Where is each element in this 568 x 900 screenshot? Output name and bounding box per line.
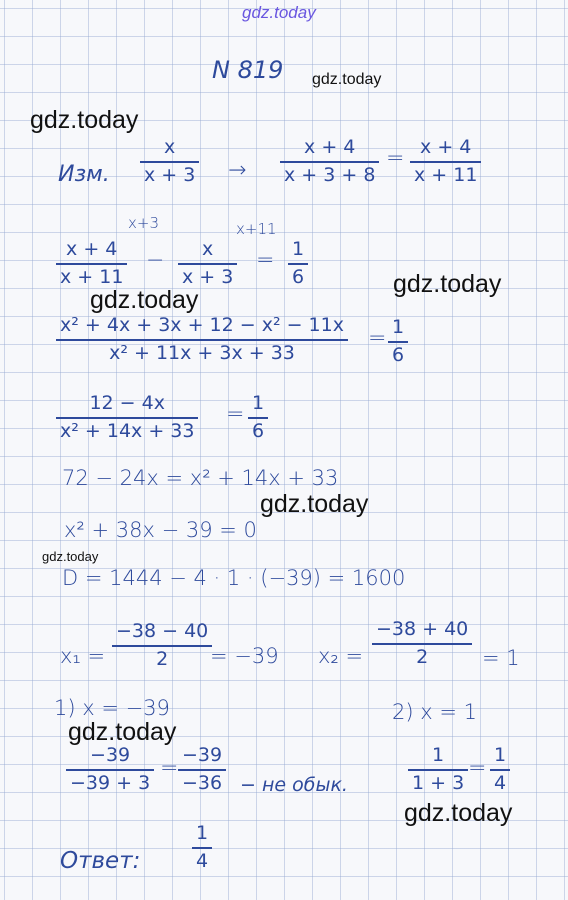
denominator: x + 3 — [182, 265, 234, 288]
root-2-fraction — [372, 620, 472, 667]
case-1-fraction-result — [178, 746, 226, 793]
numerator: x + 4 — [66, 238, 118, 260]
fraction-bar — [56, 339, 348, 341]
fraction-bar — [192, 847, 212, 849]
denominator: x + 3 — [144, 163, 196, 186]
fraction-bar — [140, 161, 199, 163]
watermark: gdz.today — [312, 71, 382, 88]
watermark: gdz.today — [90, 286, 199, 314]
root-1-label: x₁ = — [60, 644, 106, 668]
numerator: 12 − 4x — [89, 392, 165, 414]
numerator: 1 — [392, 316, 405, 338]
case-2-fraction-result — [490, 746, 510, 793]
denominator: 4 — [196, 849, 209, 872]
problem-number: N 819 — [212, 56, 284, 84]
answer-label: Ответ: — [60, 848, 141, 874]
fraction-bar — [178, 263, 237, 265]
cross-multiplied-equation: 72 − 24x = x² + 14x + 33 — [62, 466, 339, 490]
watermark: gdz.today — [404, 799, 513, 827]
fraction-one-sixth — [288, 240, 308, 287]
fraction-combined — [56, 316, 348, 363]
fraction-result — [410, 138, 481, 185]
fraction-bar — [408, 769, 468, 771]
fraction-x-over-x-plus-3 — [140, 138, 199, 185]
equals-sign: = — [256, 248, 275, 273]
equals-sign: = — [468, 756, 487, 781]
denominator: 4 — [494, 771, 507, 794]
numerator: x² + 4x + 3x + 12 − x² − 11x — [60, 314, 344, 336]
equals-sign: = — [368, 326, 387, 351]
change-label: Изм. — [58, 162, 110, 187]
denominator: 6 — [252, 419, 265, 442]
numerator: x + 4 — [304, 136, 356, 158]
numerator: −39 — [90, 744, 131, 766]
numerator: −38 − 40 — [116, 620, 209, 642]
denominator: 2 — [156, 647, 169, 670]
watermark: gdz.today — [260, 490, 369, 518]
denominator: −39 + 3 — [70, 771, 151, 794]
numerator: 1 — [196, 822, 209, 844]
numerator: x + 4 — [420, 136, 472, 158]
fraction-bar — [56, 263, 127, 265]
fraction-bar — [280, 161, 379, 163]
minus-sign: − — [146, 248, 165, 273]
denominator: 1 + 3 — [412, 771, 465, 794]
equals-sign: = — [226, 402, 245, 427]
extra-factor-1: x+3 — [128, 214, 159, 232]
fraction-bar — [410, 161, 481, 163]
watermark: gdz.today — [393, 270, 502, 298]
numerator: x — [164, 136, 176, 158]
numerator: 1 — [432, 744, 445, 766]
watermark-top: gdz.today — [242, 3, 316, 22]
case-2-fraction — [408, 746, 468, 793]
root-2-label: x₂ = — [318, 644, 364, 668]
denominator: x + 11 — [414, 163, 478, 186]
numerator: 1 — [252, 392, 265, 414]
denominator: 2 — [416, 645, 429, 668]
watermark: gdz.today — [68, 718, 177, 746]
case-1-label: 1) x = −39 — [54, 696, 170, 720]
case-1-note: − не обык. — [240, 774, 348, 796]
watermark: gdz.today — [42, 549, 99, 564]
fraction-bar — [56, 417, 198, 419]
discriminant: D = 1444 − 4 · 1 · (−39) = 1600 — [62, 566, 406, 590]
quadratic-equation: x² + 38x − 39 = 0 — [64, 518, 257, 542]
fraction-intermediate — [280, 138, 379, 185]
equals-sign: = — [386, 146, 405, 171]
denominator: −36 — [182, 771, 223, 794]
watermark: gdz.today — [30, 106, 139, 134]
fraction-bar — [112, 645, 212, 647]
numerator: 1 — [494, 744, 507, 766]
extra-factor-2: x+11 — [236, 220, 277, 238]
fraction-left — [56, 240, 127, 287]
fraction-bar — [248, 417, 268, 419]
fraction-bar — [288, 263, 308, 265]
fraction-one-sixth — [388, 318, 408, 365]
denominator: 6 — [292, 265, 305, 288]
fraction-simplified — [56, 394, 198, 441]
denominator: x² + 14x + 33 — [60, 419, 195, 442]
root-1-fraction — [112, 622, 212, 669]
numerator: −38 + 40 — [376, 618, 469, 640]
denominator: x + 3 + 8 — [284, 163, 376, 186]
fraction-one-sixth — [248, 394, 268, 441]
fraction-bar — [372, 643, 472, 645]
case-2-label: 2) x = 1 — [392, 700, 477, 724]
fraction-bar — [178, 769, 226, 771]
fraction-right — [178, 240, 237, 287]
case-1-fraction — [66, 746, 154, 793]
fraction-bar — [388, 341, 408, 343]
numerator: −39 — [182, 744, 223, 766]
fraction-bar — [66, 769, 154, 771]
numerator: x — [202, 238, 214, 260]
answer-fraction — [192, 824, 212, 871]
numerator: 1 — [292, 238, 305, 260]
root-1-value: = −39 — [210, 644, 279, 668]
equals-sign: = — [160, 756, 179, 781]
root-2-value: = 1 — [482, 646, 520, 670]
arrow: → — [228, 158, 247, 183]
denominator: x + 11 — [60, 265, 124, 288]
denominator: 6 — [392, 343, 405, 366]
denominator: x² + 11x + 3x + 33 — [109, 341, 295, 364]
fraction-bar — [490, 769, 510, 771]
